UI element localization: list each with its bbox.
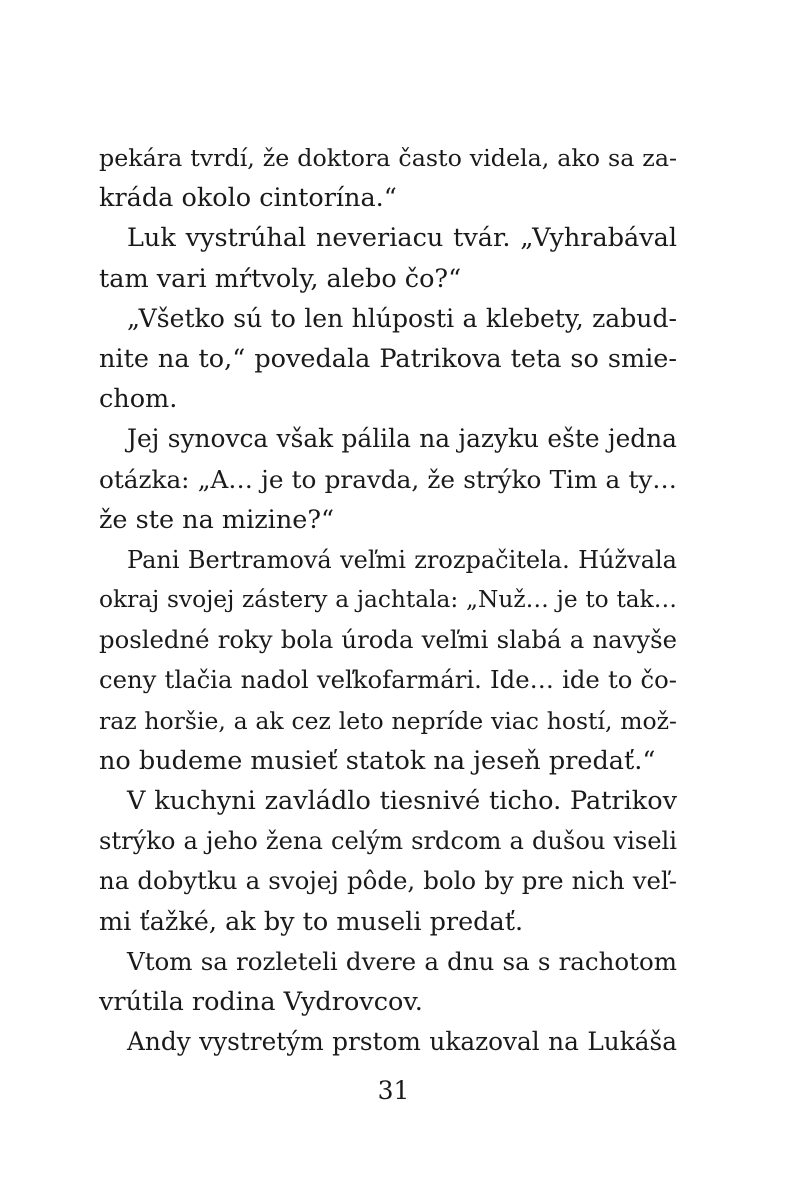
text-line: Luk vystrúhal neveriacu tvár. „Vyhrabával <box>127 223 677 254</box>
text-line: okraj svojej zástery a jachtala: „Nuž… je to tak… <box>99 586 677 614</box>
text-line: chom. <box>99 384 178 415</box>
page-number: 31 <box>377 1076 410 1105</box>
text-line: ceny tlačia nadol veľkofarmári. Ide… ide to čo- <box>99 665 677 695</box>
text-line: Jej synovca však pálila na jazyku ešte jedna <box>127 424 677 454</box>
text-line: tam vari mŕtvoly, alebo čo?“ <box>99 263 462 294</box>
text-line: Pani Bertramová veľmi zrozpačitela. Húžvala <box>127 545 677 574</box>
text-line: otázka: „A… je to pravda, že strýko Tim a ty… <box>99 464 677 494</box>
text-line: no budeme musieť statok na jeseň predať.“ <box>99 745 656 776</box>
text-line: Andy vystretým prstom ukazoval na Lukáša <box>127 1027 677 1057</box>
text-line: vrútila rodina Vydrovcov. <box>99 986 423 1017</box>
text-line: pekára tvrdí, že doktora často videla, ako sa za- <box>99 144 677 172</box>
text-line: kráda okolo cintorína.“ <box>99 183 397 214</box>
text-line: že ste na mizine?“ <box>99 504 335 535</box>
text-line: strýko a jeho žena celým srdcom a dušou viseli <box>99 827 677 856</box>
text-line: Vtom sa rozleteli dvere a dnu sa s rachotom <box>127 946 677 976</box>
text-line: V kuchyni zavládlo tiesnivé ticho. Patrikov <box>127 786 677 816</box>
text-line: mi ťažké, ak by to museli predať. <box>99 906 524 937</box>
text-line: „Všetko sú to len hlúposti a klebety, zabud- <box>127 303 677 333</box>
text-line: posledné roky bola úroda veľmi slabá a navyše <box>99 625 677 655</box>
text-line: na dobytku a svojej pôde, bolo by pre nich veľ- <box>99 866 677 896</box>
body-text <box>99 138 677 1062</box>
text-line: raz horšie, a ak cez leto nepríde viac hostí, mož- <box>99 706 677 735</box>
text-line: nite na to,“ povedala Patrikova teta so smie- <box>99 343 677 374</box>
